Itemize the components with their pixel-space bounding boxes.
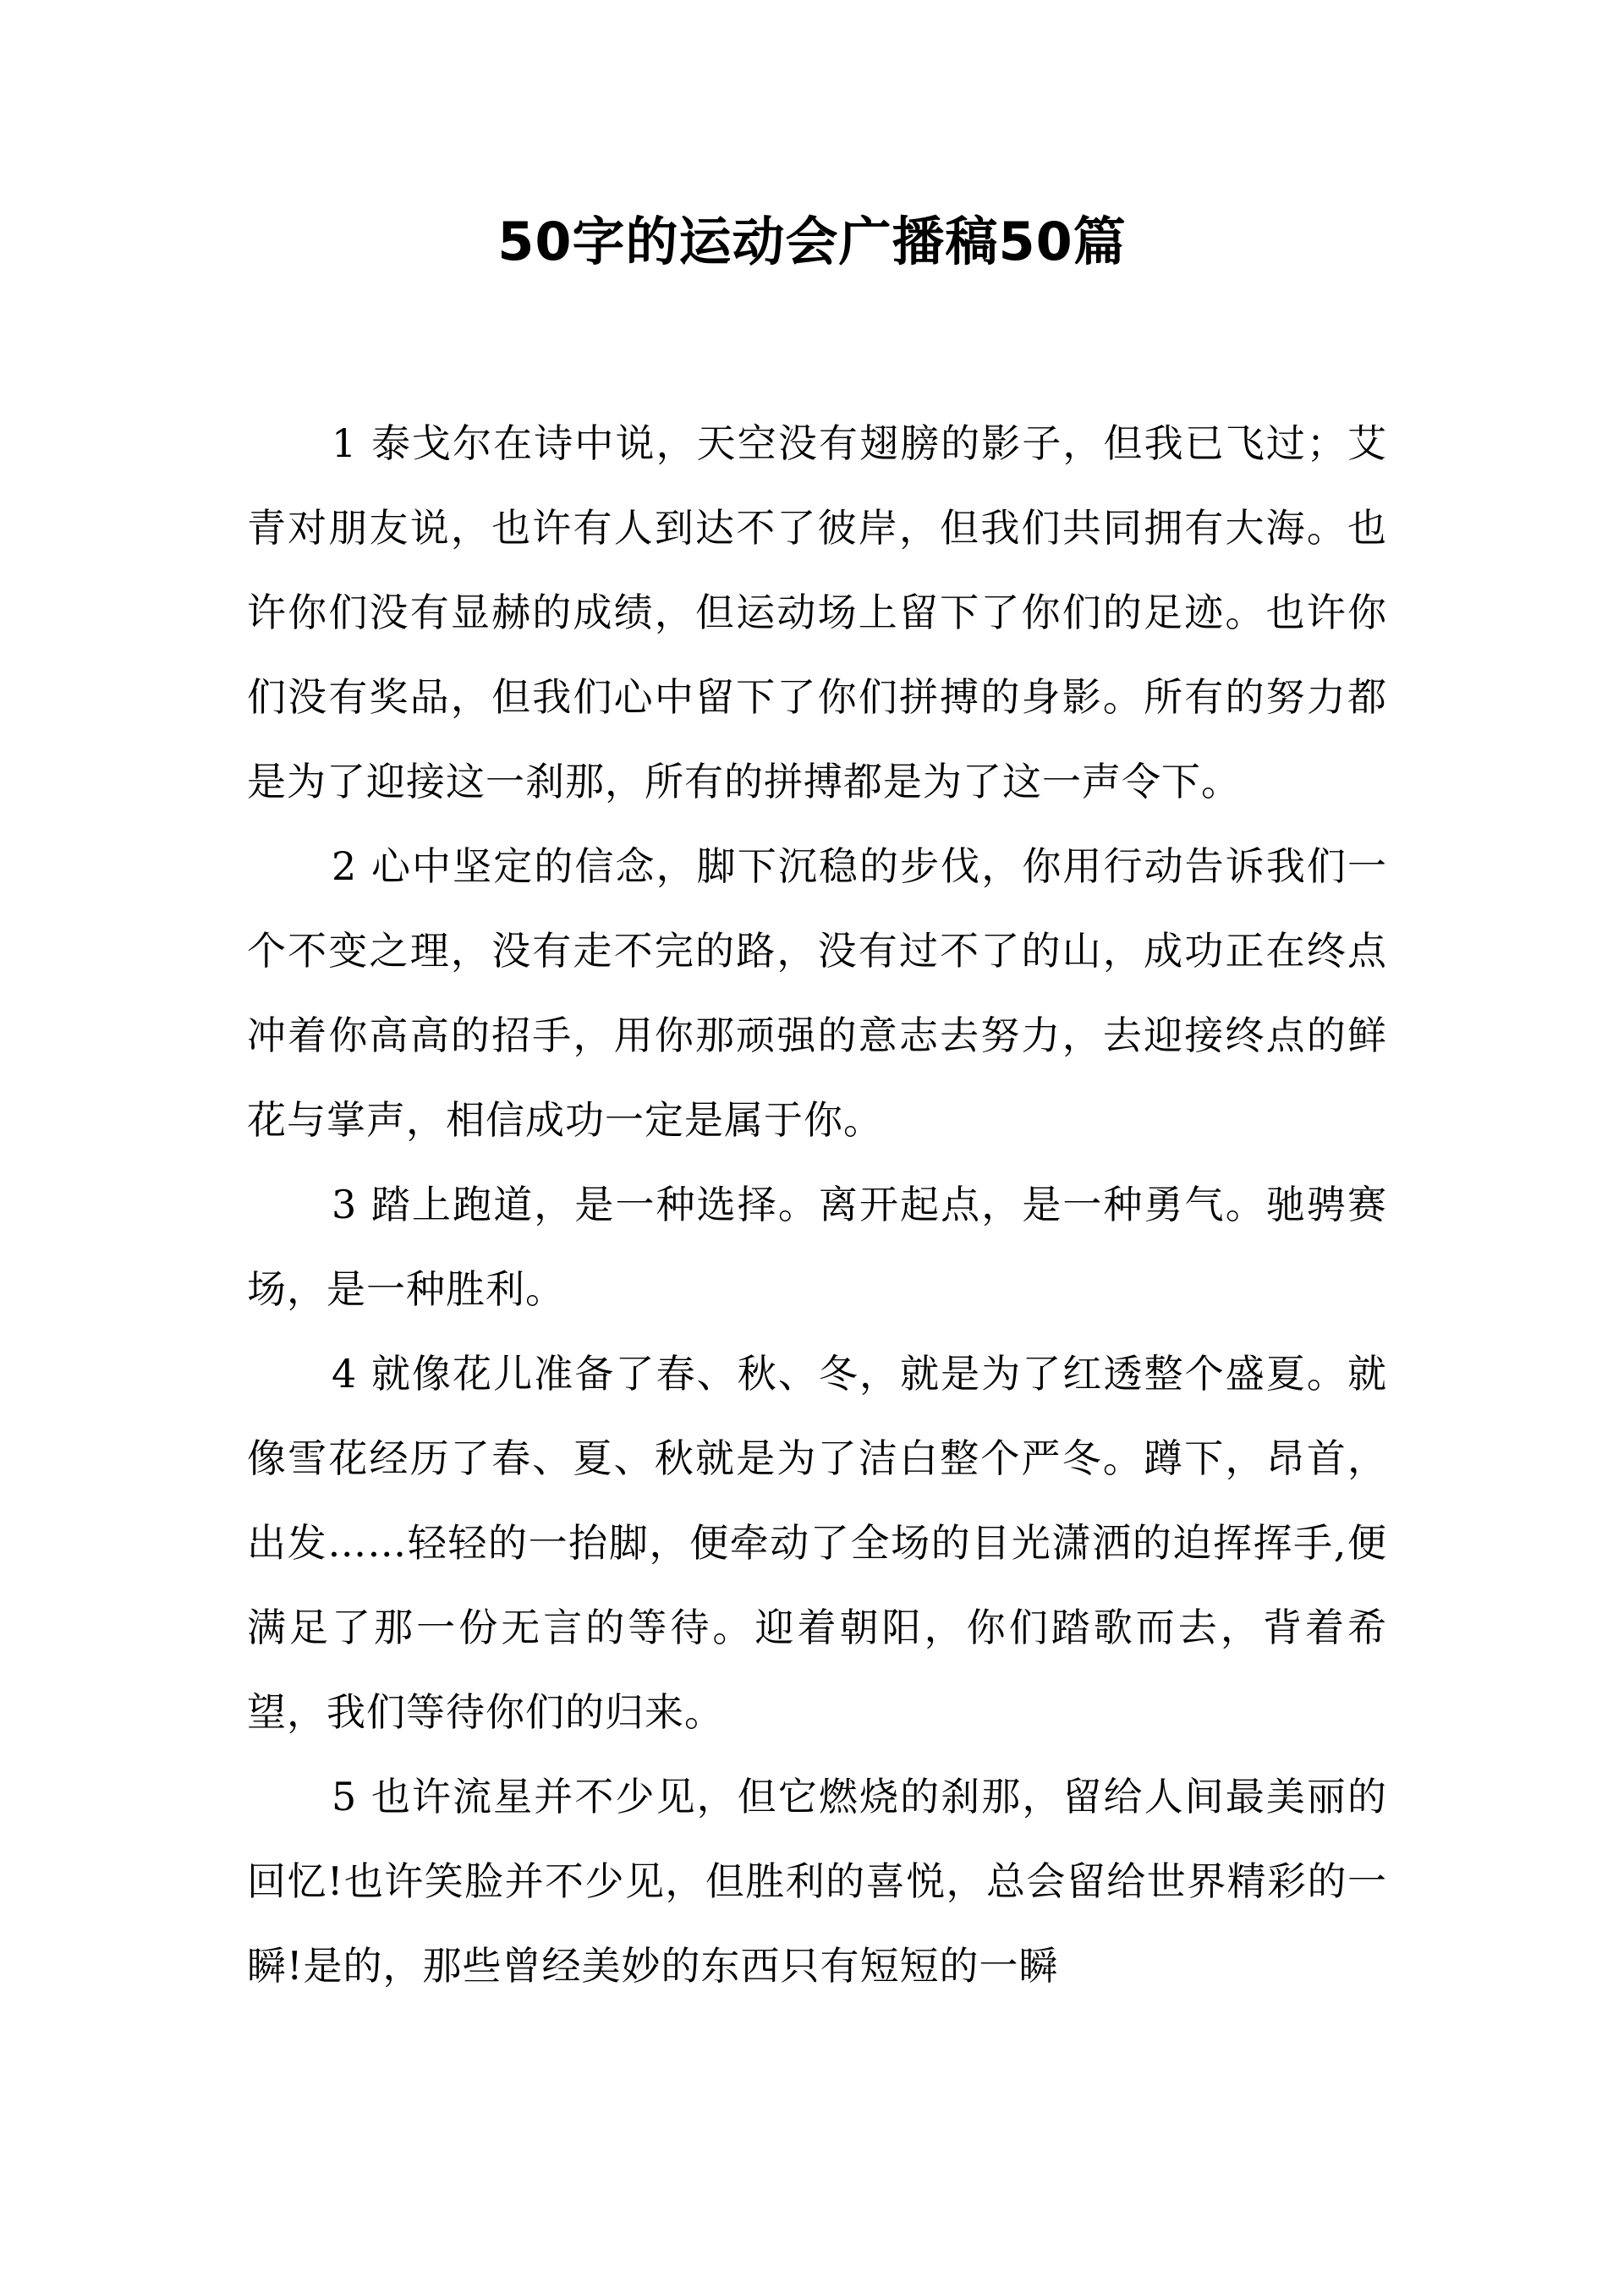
paragraph-3: 3 踏上跑道，是一种选择。离开起点，是一种勇气。驰骋赛场，是一种胜利。 [247,1182,1387,1312]
paragraph-1: 1 泰戈尔在诗中说，天空没有翅膀的影子，但我已飞过；艾青对朋友说，也许有人到达不了彼岸，但我们共同拥有大海。也许你们没有显赫的成绩，但运动场上留下了你们的足迹。也许你们没有奖品，但我们心中留下了你们拼搏的身影。所有的努力都是为了迎接这一刹那，所有的拼搏都是为了这一声令下。 [247,420,1387,804]
paragraph-5: 5 也许流星并不少见，但它燃烧的刹那，留给人间最美丽的回忆!也许笑脸并不少见，但胜利的喜悦，总会留给世界精彩的一瞬!是的，那些曾经美妙的东西只有短短的一瞬 [247,1774,1387,1989]
paragraph-2: 2 心中坚定的信念，脚下沉稳的步伐，你用行动告诉我们一个不变之理，没有走不完的路，没有过不了的山，成功正在终点冲着你高高的招手，用你那顽强的意志去努力，去迎接终点的鲜花与掌声，相信成功一定是属于你。 [247,843,1387,1143]
document-body [247,401,1387,2008]
paragraph-4: 4 就像花儿准备了春、秋、冬，就是为了红透整个盛夏。就像雪花经历了春、夏、秋就是为了洁白整个严冬。蹲下，昂首，出发……轻轻的一抬脚，便牵动了全场的目光潇洒的迫挥挥手,便满足了那一份无言的等待。迎着朝阳，你们踏歌而去，背着希望，我们等待你们的归来。 [247,1351,1387,1735]
document-title: 50字的运动会广播稿50篇 [497,211,1127,272]
